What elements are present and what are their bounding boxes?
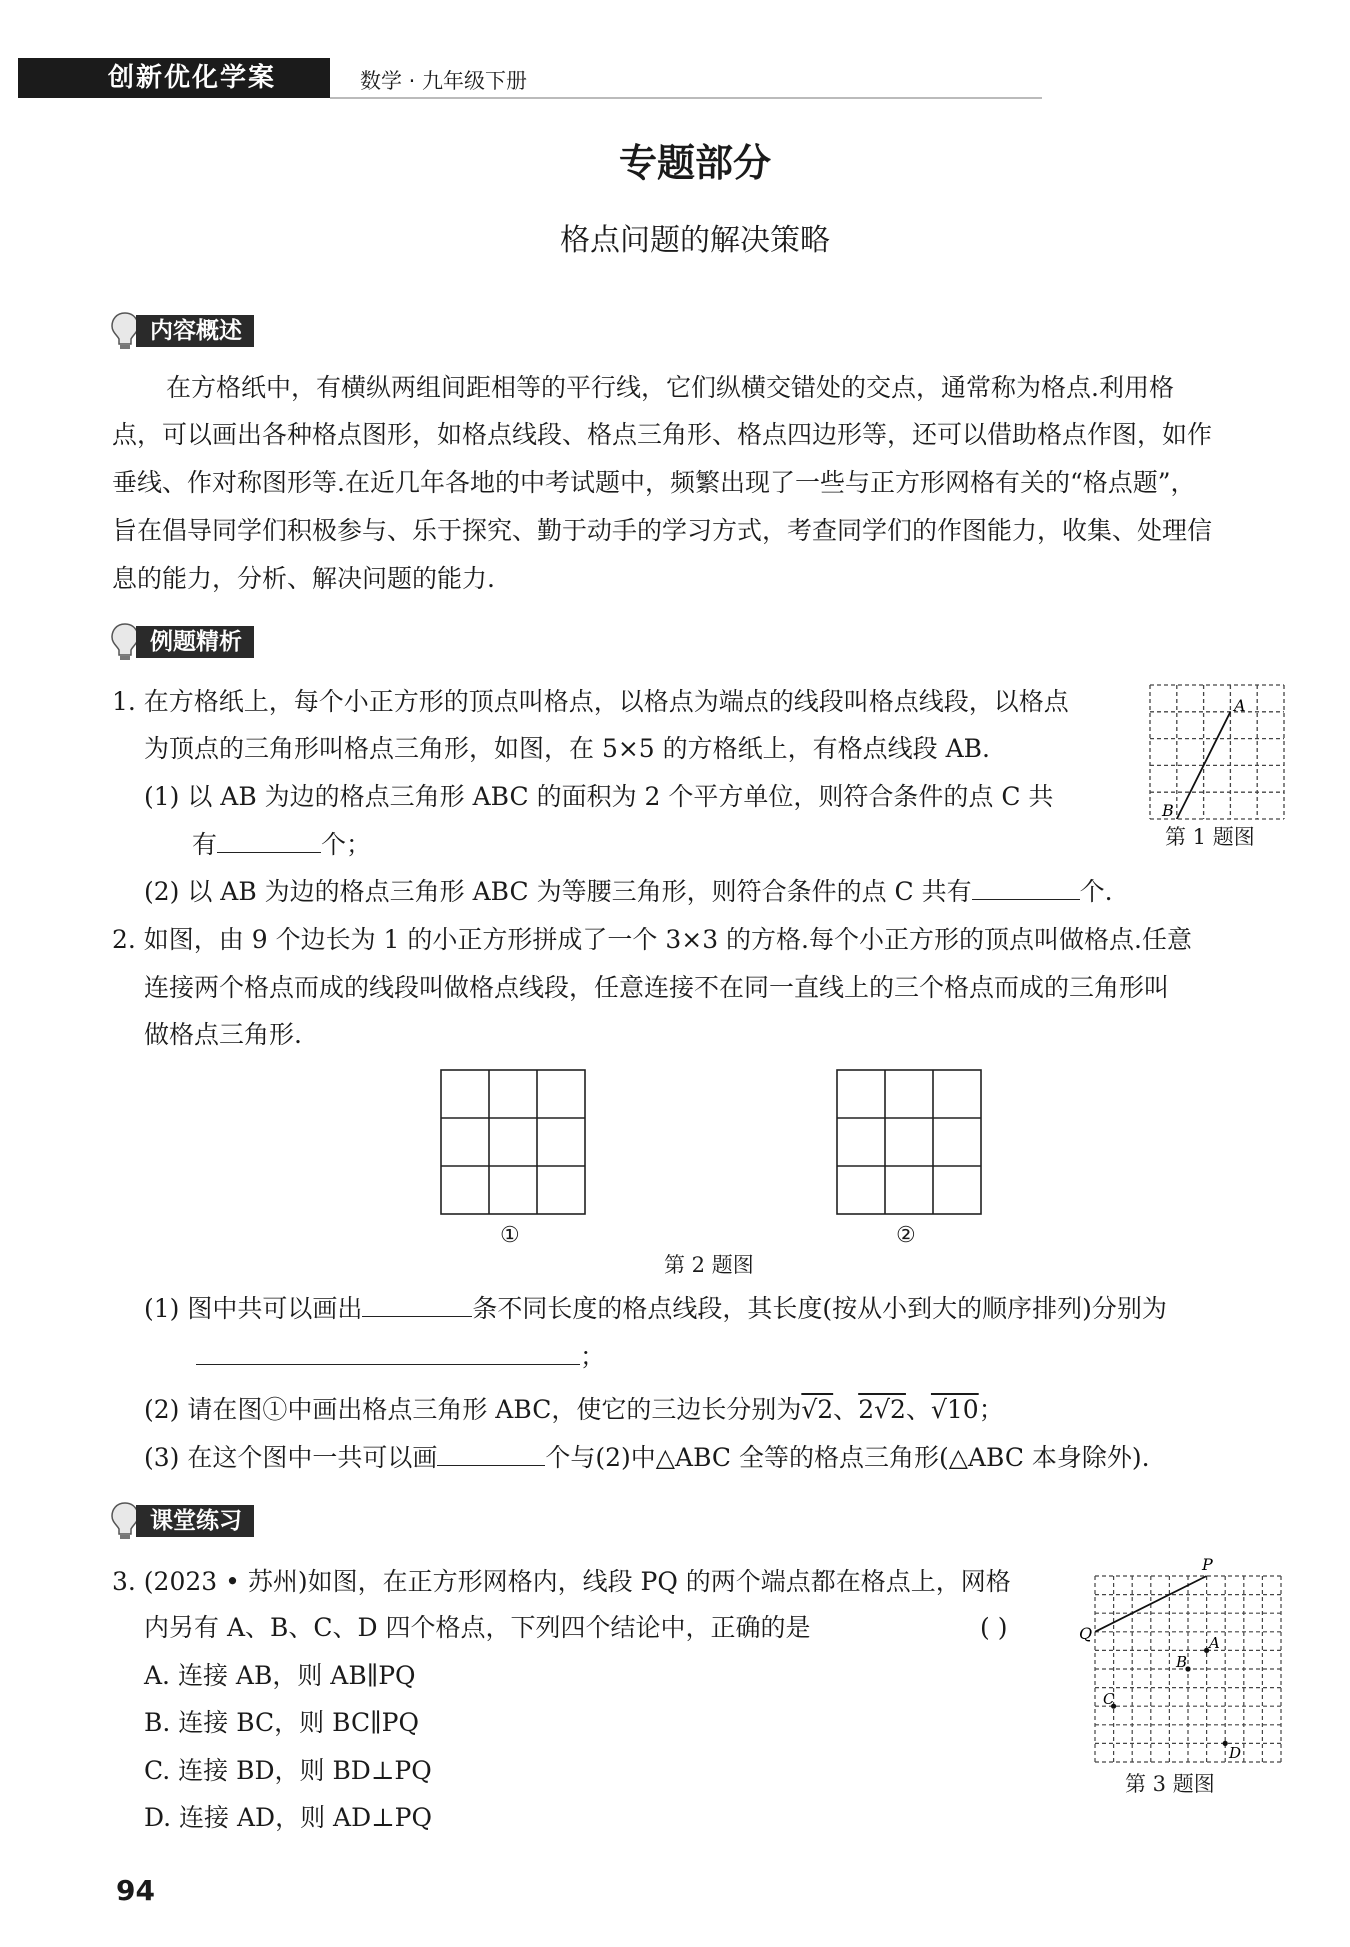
q2-part3-line bbox=[144, 1441, 1150, 1475]
section-overview-text: 内容概述 bbox=[136, 315, 254, 347]
q1-label-a: A bbox=[1234, 696, 1246, 715]
header-subject: 数学 · 九年级下册 bbox=[360, 69, 528, 93]
q3-label-c: C bbox=[1103, 1690, 1115, 1708]
q2-figure-1-label: ① bbox=[500, 1223, 520, 1248]
q2-sep-1: 、 bbox=[833, 1395, 859, 1424]
overview-line-1: 在方格纸中，有横纵两组间距相等的平行线，它们纵横交错处的交点，通常称为格点.利用格 bbox=[166, 373, 1174, 402]
q2-part2-line bbox=[144, 1393, 1004, 1427]
q2-line-2: 连接两个格点而成的线段叫做格点线段，任意连接不在同一直线上的三个格点而成的三角形叫 bbox=[144, 973, 1170, 1002]
page-number: 94 bbox=[116, 1874, 155, 1907]
header-rule bbox=[330, 97, 1042, 99]
q3-point-d bbox=[1223, 1741, 1228, 1746]
q3-label-b: B bbox=[1176, 1653, 1188, 1671]
page-title: 专题部分 bbox=[618, 141, 771, 185]
page-subtitle: 格点问题的解决策略 bbox=[560, 223, 830, 258]
overview-line-4: 旨在倡导同学们积极参与、乐于探究、勤于动手的学习方式，考查同学们的作图能力，收集、处理信 bbox=[112, 516, 1213, 545]
q2-side-2: 2√2 bbox=[858, 1395, 906, 1424]
q2-part1-prefix: (1) 图中共可以画出 bbox=[144, 1294, 363, 1323]
q1-grid bbox=[1150, 685, 1284, 819]
q1-part2-suffix: 个. bbox=[1079, 877, 1113, 906]
q2-sep-2: 、 bbox=[905, 1395, 931, 1424]
q1-part1-blank[interactable] bbox=[217, 828, 321, 853]
q1-part1-prefix: 有 bbox=[192, 830, 218, 859]
q2-part1-line-a bbox=[144, 1292, 1167, 1326]
q1-part1-line-b bbox=[192, 828, 371, 862]
q1-part1-suffix: 个； bbox=[321, 830, 372, 859]
q1-part2-line bbox=[144, 875, 1113, 909]
q2-caption: 第 2 题图 bbox=[664, 1253, 754, 1277]
q2-side-1: √2 bbox=[801, 1395, 834, 1424]
q3-option-c[interactable]: C. 连接 BD，则 BD⊥PQ bbox=[144, 1756, 432, 1785]
overview-line-2: 点，可以画出各种格点图形，如格点线段、格点三角形、格点四边形等，还可以借助格点作图，如作 bbox=[112, 420, 1213, 449]
q2-part3-prefix: (3) 在这个图中一共可以画 bbox=[144, 1443, 438, 1472]
q1-caption: 第 1 题图 bbox=[1165, 825, 1255, 849]
header-brand: 创新优化学案 bbox=[108, 63, 277, 93]
q1-figure bbox=[1150, 685, 1284, 819]
q3-caption: 第 3 题图 bbox=[1125, 1772, 1215, 1796]
q2-part3-suffix: 个与(2)中△ABC 全等的格点三角形(△ABC 本身除外). bbox=[545, 1443, 1150, 1472]
q2-part1-lengths-blank[interactable] bbox=[196, 1340, 580, 1365]
q2-part1-count-blank[interactable] bbox=[362, 1292, 472, 1317]
q2-part3-blank[interactable] bbox=[437, 1441, 545, 1466]
q2-part1-line-b bbox=[196, 1340, 605, 1374]
q1-part1-line-a: (1) 以 AB 为边的格点三角形 ABC 的面积为 2 个平方单位，则符合条件的点 C 共 bbox=[144, 782, 1054, 811]
q3-option-b[interactable]: B. 连接 BC，则 BC∥PQ bbox=[144, 1708, 419, 1737]
q3-label-p: P bbox=[1202, 1555, 1213, 1574]
q1-label-b: B bbox=[1162, 801, 1174, 820]
q1-line-2: 为顶点的三角形叫格点三角形，如图，在 5×5 的方格纸上，有格点线段 AB. bbox=[144, 734, 990, 763]
overview-line-5: 息的能力，分析、解决问题的能力. bbox=[112, 564, 495, 593]
q3-figure bbox=[1079, 1555, 1281, 1762]
q1-line-1: 1. 在方格纸上，每个小正方形的顶点叫格点，以格点为端点的线段叫格点线段，以格点 bbox=[112, 687, 1069, 716]
overview-line-3: 垂线、作对称图形等.在近几年各地的中考试题中，频繁出现了一些与正方形网格有关的“格点题”， bbox=[112, 468, 1196, 497]
q2-part2-prefix: (2) 请在图①中画出格点三角形 ABC，使它的三边长分别为 bbox=[144, 1395, 802, 1424]
q2-line-3: 做格点三角形. bbox=[144, 1020, 302, 1049]
q1-part2-prefix: (2) 以 AB 为边的格点三角形 ABC 为等腰三角形，则符合条件的点 C 共有 bbox=[144, 877, 972, 906]
q2-side-3: √10 bbox=[930, 1395, 979, 1424]
q2-grid-1[interactable] bbox=[441, 1070, 585, 1214]
q2-figure-2-label: ② bbox=[896, 1223, 916, 1248]
q3-answer-paren[interactable]: ( ) bbox=[980, 1613, 1008, 1642]
q2-line-1: 2. 如图，由 9 个边长为 1 的小正方形拼成了一个 3×3 的方格.每个小正方形的顶点叫做格点.任意 bbox=[112, 925, 1192, 954]
q3-option-d[interactable]: D. 连接 AD，则 AD⊥PQ bbox=[144, 1803, 432, 1832]
q3-label-q: Q bbox=[1079, 1624, 1093, 1643]
q2-part2-suffix: ； bbox=[978, 1395, 1004, 1424]
q3-label-d: D bbox=[1229, 1744, 1242, 1762]
q3-label-a: A bbox=[1209, 1634, 1220, 1652]
q3-line-2: 内另有 A、B、C、D 四个格点，下列四个结论中，正确的是 bbox=[144, 1613, 811, 1642]
q3-option-a[interactable]: A. 连接 AB，则 AB∥PQ bbox=[144, 1661, 416, 1690]
q2-grid-2[interactable] bbox=[837, 1070, 981, 1214]
q2-part1-end: ； bbox=[580, 1342, 606, 1371]
q3-line-1: 3. (2023 • 苏州)如图，在正方形网格内，线段 PQ 的两个端点都在格点上，网格 bbox=[112, 1567, 1011, 1596]
q1-part2-blank[interactable] bbox=[972, 875, 1080, 900]
section-practice-text: 课堂练习 bbox=[136, 1505, 254, 1537]
section-examples-text: 例题精析 bbox=[136, 626, 254, 658]
q2-part1-suffix: 条不同长度的格点线段，其长度(按从小到大的顺序排列)分别为 bbox=[472, 1294, 1167, 1323]
